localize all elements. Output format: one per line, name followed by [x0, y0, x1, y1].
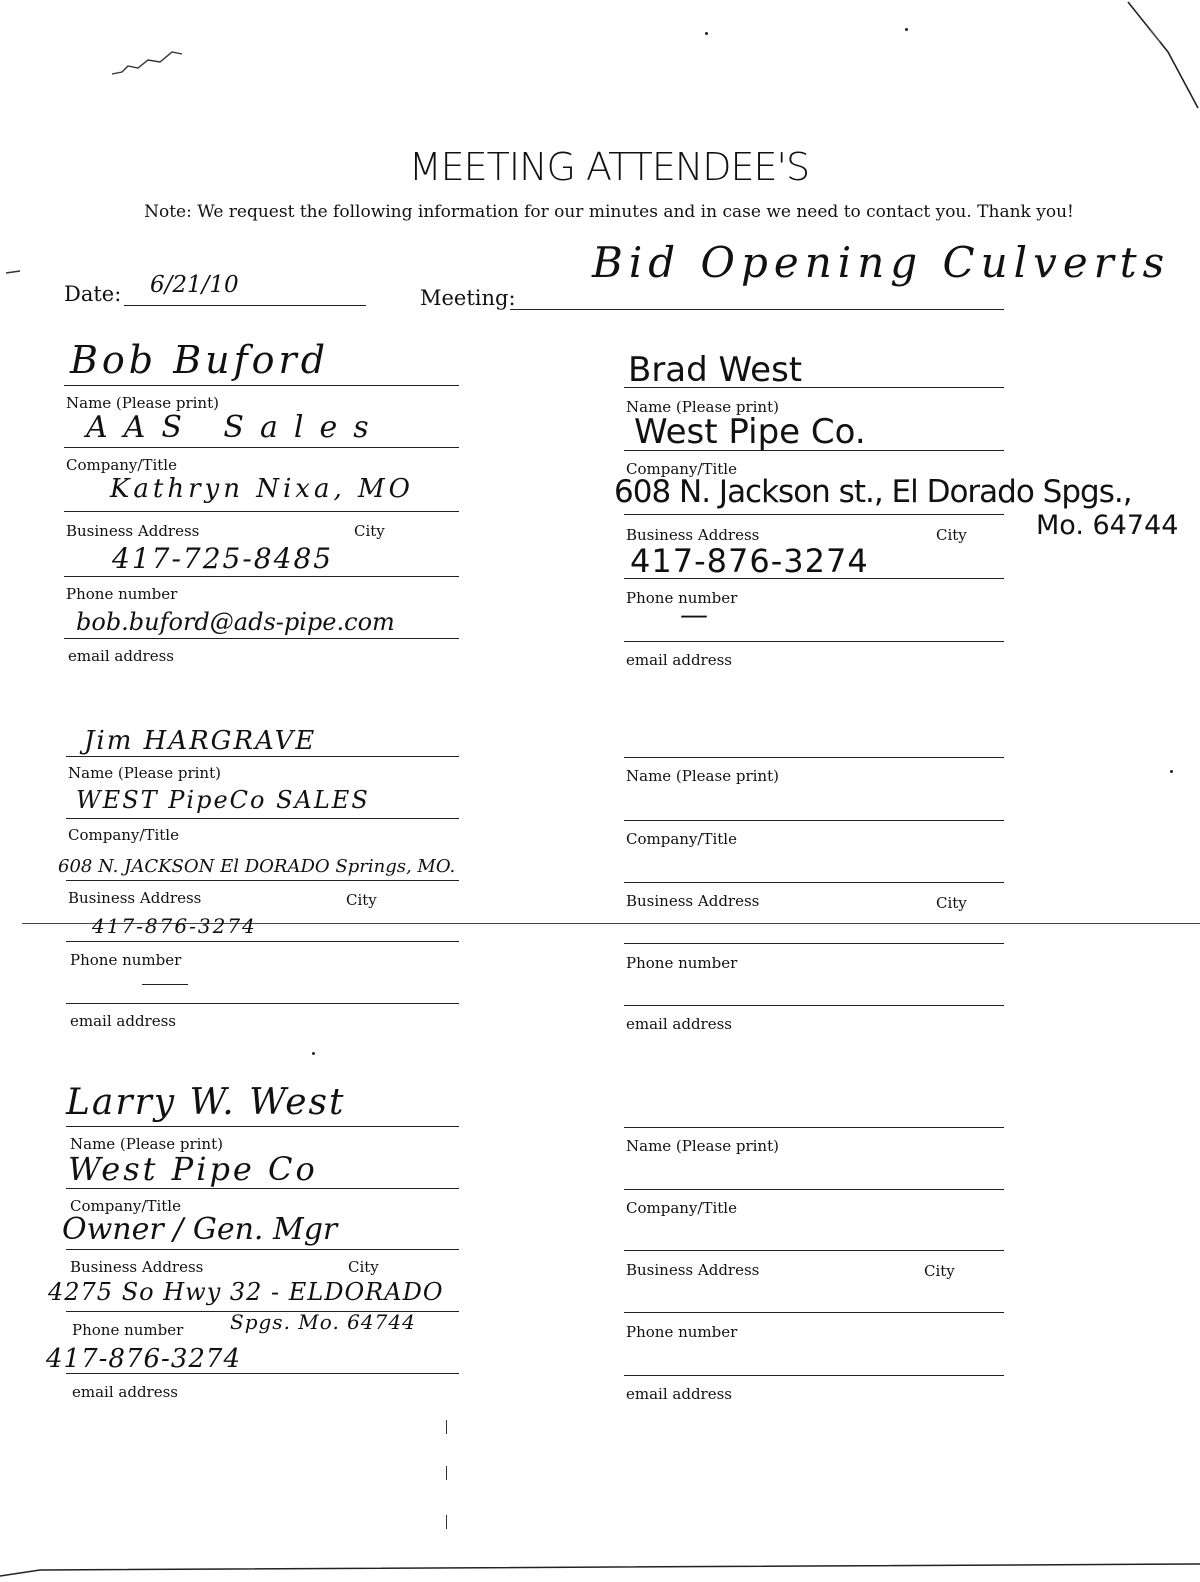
attendee-1-email-label: email address [68, 647, 174, 665]
attendee-2-company-line [624, 450, 1004, 451]
attendee-4-email-label: email address [72, 1383, 178, 1401]
attendee-1-address-line [64, 511, 459, 512]
slot-4-city-label: City [924, 1262, 955, 1280]
attendee-4-phone-line [66, 1311, 459, 1312]
page-title: MEETING ATTENDEE'S [408, 145, 810, 189]
attendee-2-company: West Pipe Co. [634, 412, 866, 452]
attendee-3-phone: 417-876-3274 [92, 914, 257, 938]
slot-4-name-label: Name (Please print) [626, 1137, 779, 1155]
attendee-4-company: West Pipe Co [68, 1150, 318, 1188]
slot-4-phone-line [624, 1312, 1004, 1313]
attendee-3-name-line [66, 756, 459, 757]
attendee-4-name-label: Name (Please print) [70, 1135, 223, 1153]
scan-speck [1170, 770, 1173, 773]
attendee-3-company: WEST PipeCo SALES [76, 786, 370, 814]
attendee-3-email-label: email address [70, 1012, 176, 1030]
page-note: Note: We request the following information for our minutes and in case we need to contact you. Thank you! [144, 202, 1074, 222]
meeting-value: Bid Opening Culverts [592, 238, 1171, 287]
attendee-3-phone-line [66, 941, 459, 942]
attendee-1-company: AAS Sales [86, 410, 385, 445]
slot-2-name-line [624, 757, 1004, 758]
attendee-1-phone-line [64, 576, 459, 577]
slot-4-address-label: Business Address [626, 1261, 760, 1279]
slot-4-company-line [624, 1189, 1004, 1190]
attendee-4-email: 417-876-3274 [46, 1344, 241, 1374]
slot-2-city-label: City [936, 894, 967, 912]
attendee-1-email-line [64, 638, 459, 639]
slot-2-email-line [624, 1005, 1004, 1006]
attendee-2-name-line [624, 387, 1004, 388]
meeting-label: Meeting: [420, 286, 516, 310]
attendee-1-name-label: Name (Please print) [66, 394, 219, 412]
attendee-4-address-line [66, 1249, 459, 1250]
scan-speck [705, 32, 708, 35]
attendee-1-company-line [64, 447, 459, 448]
date-value: 6/21/10 [150, 272, 239, 298]
attendee-1-name: Bob Buford [70, 338, 330, 382]
attendee-1-city-label: City [354, 522, 385, 540]
slot-2-email-label: email address [626, 1015, 732, 1033]
attendee-2-email-line [624, 641, 1004, 642]
attendee-2-name: Brad West [628, 350, 803, 390]
slot-4-address-line [624, 1250, 1004, 1251]
attendee-3-city-label: City [346, 891, 377, 909]
attendee-2-phone-label: Phone number [626, 589, 738, 607]
slot-4-company-label: Company/Title [626, 1199, 737, 1217]
attendee-1-address: Kathryn Nixa, MO [110, 474, 414, 504]
attendee-3-address: 608 N. JACKSON El DORADO Springs, MO. [58, 856, 456, 877]
attendee-3-phone-dash [142, 984, 188, 985]
attendee-2-email-label: email address [626, 651, 732, 669]
attendee-2-name-label: Name (Please print) [626, 398, 779, 416]
attendee-3-name: Jim HARGRAVE [84, 726, 317, 756]
attendee-3-phone-label: Phone number [70, 951, 182, 969]
slot-2-phone-line [624, 943, 1004, 944]
slot-4-phone-label: Phone number [626, 1323, 738, 1341]
attendee-3-email-line [66, 1003, 459, 1004]
slot-2-phone-label: Phone number [626, 954, 738, 972]
attendee-1-email: bob.buford@ads-pipe.com [76, 608, 395, 636]
attendee-3-company-label: Company/Title [68, 826, 179, 844]
attendee-4-address: Owner / Gen. Mgr [62, 1212, 338, 1247]
scan-tick [446, 1515, 447, 1529]
attendee-4-address-label: Business Address [70, 1258, 204, 1276]
scan-mark [108, 44, 188, 84]
slot-2-company-line [624, 820, 1004, 821]
attendee-4-company-line [66, 1188, 459, 1189]
attendee-1-address-label: Business Address [66, 522, 200, 540]
attendee-1-phone-label: Phone number [66, 585, 178, 603]
attendee-3-address-label: Business Address [68, 889, 202, 907]
scan-tick [446, 1420, 447, 1434]
slot-2-address-label: Business Address [626, 892, 760, 910]
slot-4-email-line [624, 1375, 1004, 1376]
attendee-1-company-label: Company/Title [66, 456, 177, 474]
attendee-3-address-line [66, 880, 459, 881]
attendee-4-company-label: Company/Title [70, 1197, 181, 1215]
attendee-4-phone-extra: Spgs. Mo. 64744 [230, 1310, 416, 1334]
slot-2-company-label: Company/Title [626, 830, 737, 848]
attendee-2-address-line [624, 514, 1004, 515]
attendee-1-phone: 417-725-8485 [112, 542, 334, 575]
attendee-2-phone: 417-876-3274 [630, 542, 869, 580]
scan-speck [312, 1052, 315, 1055]
slot-2-name-label: Name (Please print) [626, 767, 779, 785]
attendee-2-phone-line [624, 578, 1004, 579]
attendee-3-name-label: Name (Please print) [68, 764, 221, 782]
slot-4-email-label: email address [626, 1385, 732, 1403]
attendee-4-phone: 4275 So Hwy 32 - ELDORADO [48, 1278, 444, 1306]
scan-speck [905, 28, 908, 31]
slot-2-address-line [624, 882, 1004, 883]
attendee-3-company-line [66, 818, 459, 819]
date-line [124, 305, 366, 306]
meeting-line [510, 309, 1004, 310]
attendee-2-address-label: Business Address [626, 526, 760, 544]
scan-tick [446, 1466, 447, 1480]
scan-corner-fold [1120, 0, 1200, 110]
attendee-4-city-label: City [348, 1258, 379, 1276]
attendee-1-name-line [64, 385, 459, 386]
attendee-2-company-label: Company/Title [626, 460, 737, 478]
attendee-4-name: Larry W. West [66, 1082, 346, 1123]
attendee-2-address: 608 N. Jackson st., El Dorado Spgs., [614, 474, 1132, 510]
attendee-4-name-line [66, 1126, 459, 1127]
attendee-4-phone-label: Phone number [72, 1321, 184, 1339]
scan-margin-tick [4, 262, 24, 281]
date-label: Date: [64, 282, 122, 306]
slot-4-name-line [624, 1127, 1004, 1128]
scan-bottom-border [0, 1556, 1200, 1578]
attendee-2-city-label: City [936, 526, 967, 544]
attendee-4-email-line [66, 1373, 459, 1374]
attendee-2-address-extra: Mo. 64744 [1036, 510, 1179, 541]
attendee-2-email: — [680, 598, 706, 631]
